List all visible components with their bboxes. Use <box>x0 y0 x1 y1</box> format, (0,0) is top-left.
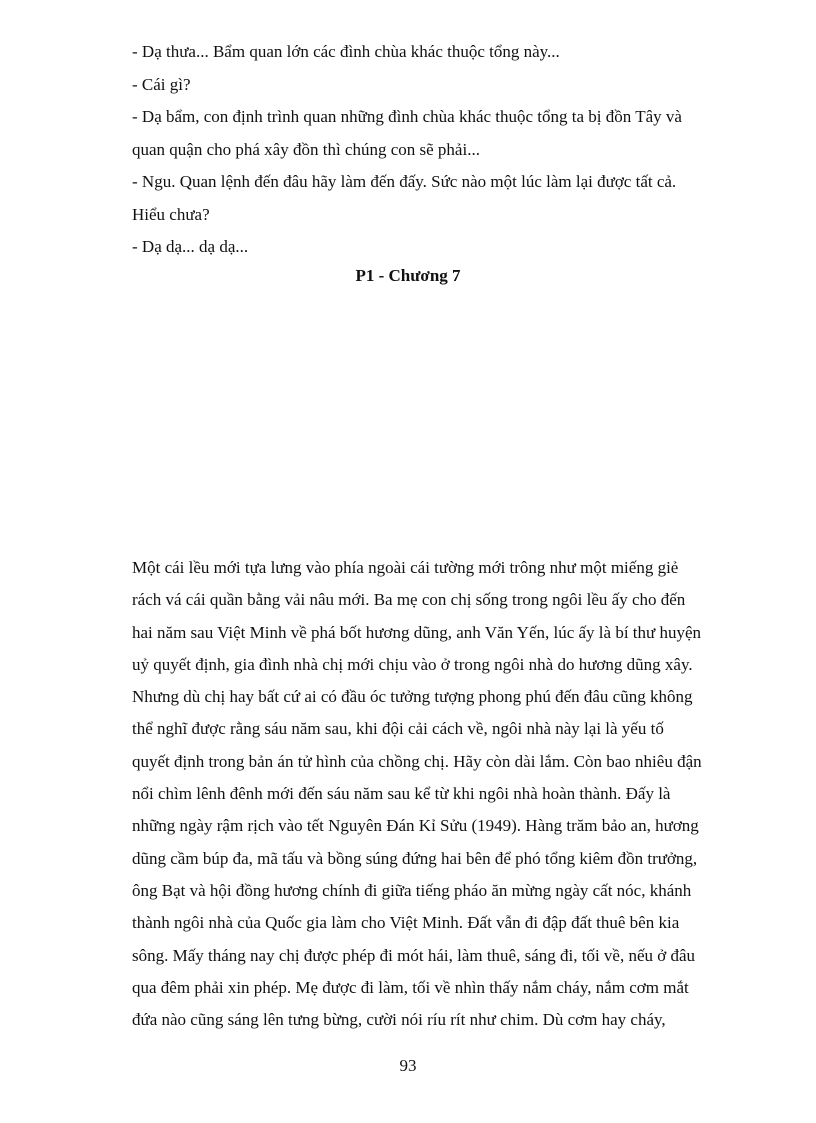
body-line: uỷ quyết định, gia đình nhà chị mới chịu vào ở trong ngôi nhà do hương dũng xây. <box>132 654 693 674</box>
dialogue-line: Hiểu chưa? <box>132 204 210 224</box>
dialogue-line: - Dạ thưa... Bẩm quan lớn các đình chùa khác thuộc tổng này... <box>132 42 560 61</box>
body-line: dũng cầm búp đa, mã tấu và bồng súng đứng hai bên để phó tổng kiêm đồn trưởng, <box>132 848 698 868</box>
dialogue-block <box>132 36 772 264</box>
page-number: 93 <box>399 1056 417 1075</box>
body-line: đứa nào cũng sáng lên tưng bừng, cười nói ríu rít như chim. Dù cơm hay cháy, <box>132 1010 666 1030</box>
body-line: rách vá cái quần bằng vải nâu mới. Ba mẹ con chị sống trong ngôi lều ấy cho đến <box>132 590 686 610</box>
body-line: thành ngôi nhà của Quốc gia làm cho Việt Minh. Đất vẫn đi đập đất thuê bên kia <box>132 913 680 933</box>
dialogue-line: - Dạ dạ... dạ dạ... <box>132 237 249 256</box>
body-line: quyết định trong bản án tử hình của chồng chị. Hãy còn dài lắm. Còn bao nhiêu đận <box>132 751 702 771</box>
body-line: qua đêm phải xin phép. Mẹ được đi làm, tối về nhìn thấy nắm cháy, nắm cơm mắt <box>132 977 689 997</box>
body-line: những ngày rậm rịch vào tết Nguyên Đán Kỉ Sửu (1949). Hàng trăm bảo an, hương <box>132 816 699 836</box>
dialogue-line: - Cái gì? <box>132 74 191 94</box>
body-line: thể nghĩ được rằng sáu năm sau, khi đội cải cách về, ngôi nhà này lại là yếu tố <box>132 719 664 739</box>
dialogue-line: - Ngu. Quan lệnh đến đâu hãy làm đến đấy. Sức nào một lúc làm lại được tất cả. <box>132 172 677 191</box>
dialogue-line: quan quận cho phá xây đồn thì chúng con sẽ phải... <box>132 139 480 159</box>
body-line: ông Bạt và hội đồng hương chính đi giữa tiếng pháo ăn mừng ngày cất nóc, khánh <box>132 880 692 900</box>
body-line: nổi chìm lênh đênh mới đến sáu năm sau kể từ khi ngôi nhà hoàn thành. Đấy là <box>132 784 671 804</box>
body-line: Nhưng dù chị hay bất cứ ai có đầu óc tưởng tượng phong phú đến đâu cũng không <box>132 687 693 707</box>
body-line: hai năm sau Việt Minh về phá bốt hương dũng, anh Văn Yến, lúc ấy là bí thư huyện <box>132 622 702 642</box>
body-paragraph <box>132 552 782 1036</box>
chapter-heading: P1 - Chương 7 <box>355 266 461 285</box>
dialogue-line: - Dạ bẩm, con định trình quan những đình chùa khác thuộc tổng ta bị đồn Tây và <box>132 107 682 126</box>
body-line: Một cái lều mới tựa lưng vào phía ngoài cái tường mới trông như một miếng giẻ <box>132 558 679 577</box>
body-line: sông. Mấy tháng nay chị được phép đi mót hái, làm thuê, sáng đi, tối về, nếu ở đâu <box>132 945 696 965</box>
